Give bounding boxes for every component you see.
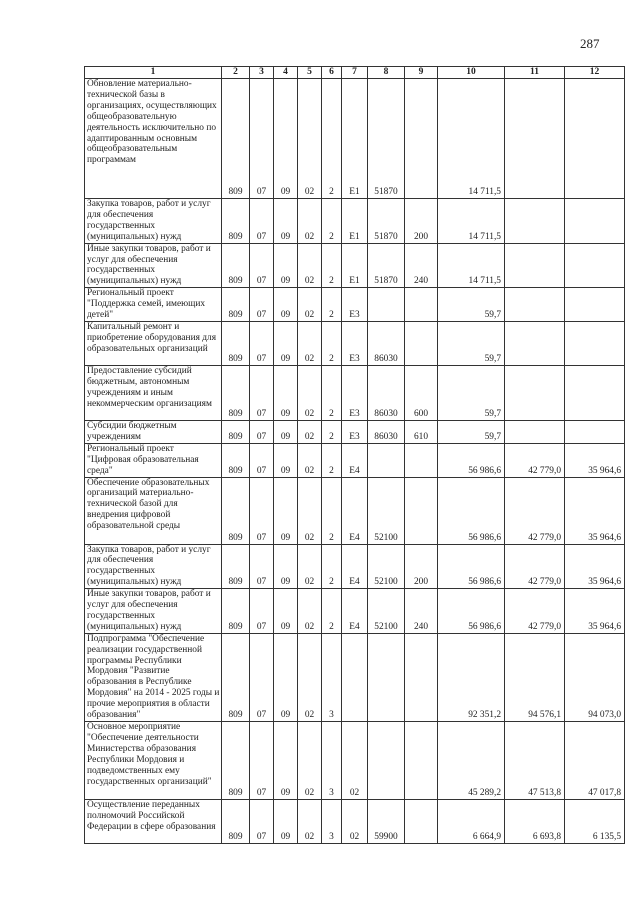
amount-col-11 — [505, 420, 565, 443]
activity-code: 02 — [342, 722, 368, 800]
row-name: Основное мероприятие "Обеспечение деятельности Министерства образования Республики Мордовия и подведомственных ему государственных организаций" — [85, 722, 222, 800]
col-header: 3 — [250, 67, 274, 79]
col-header: 11 — [505, 67, 565, 79]
row-name: Иные закупки товаров, работ и услуг для обеспечения государственных (муниципальных) нужд — [85, 589, 222, 634]
col-header: 6 — [322, 67, 342, 79]
admin-code: 809 — [222, 199, 250, 244]
direction-code: 86030 — [368, 365, 405, 420]
row-name: Предоставление субсидий бюджетным, автономным учреждениям и иным некоммерческим организациям — [85, 365, 222, 420]
subsection-code: 09 — [274, 288, 298, 322]
amount-col-11: 42 779,0 — [505, 443, 565, 477]
row-name: Иные закупки товаров, работ и услуг для обеспечения государственных (муниципальных) нужд — [85, 243, 222, 288]
table-row — [85, 800, 625, 844]
section-code: 07 — [250, 365, 274, 420]
row-name: Обеспечение образовательных организаций материально-технической базой для внедрения цифровой образовательной среды — [85, 477, 222, 544]
amount-col-12 — [565, 288, 625, 322]
section-code: 07 — [250, 199, 274, 244]
admin-code: 809 — [222, 79, 250, 199]
subprogram-code: 2 — [322, 420, 342, 443]
expense-type — [405, 79, 438, 199]
expense-type — [405, 800, 438, 844]
amount-col-10: 59,7 — [438, 321, 505, 365]
budget-table — [84, 66, 625, 844]
amount-col-10: 14 711,5 — [438, 243, 505, 288]
table-row — [85, 365, 625, 420]
col-header: 8 — [368, 67, 405, 79]
activity-code: E1 — [342, 243, 368, 288]
section-code: 07 — [250, 633, 274, 721]
amount-col-10: 6 664,9 — [438, 800, 505, 844]
program-code: 02 — [298, 722, 322, 800]
subsection-code: 09 — [274, 243, 298, 288]
amount-col-10: 59,7 — [438, 420, 505, 443]
subprogram-code: 2 — [322, 243, 342, 288]
table-row — [85, 321, 625, 365]
page-number: 287 — [580, 36, 600, 51]
table-row — [85, 443, 625, 477]
header-row — [85, 67, 625, 79]
expense-type — [405, 477, 438, 544]
amount-col-11: 47 513,8 — [505, 722, 565, 800]
amount-col-10: 14 711,5 — [438, 79, 505, 199]
amount-col-12 — [565, 199, 625, 244]
program-code: 02 — [298, 321, 322, 365]
amount-col-12: 35 964,6 — [565, 544, 625, 589]
col-header: 7 — [342, 67, 368, 79]
subsection-code: 09 — [274, 79, 298, 199]
subsection-code: 09 — [274, 477, 298, 544]
direction-code — [368, 633, 405, 721]
activity-code: E4 — [342, 544, 368, 589]
subprogram-code: 3 — [322, 722, 342, 800]
activity-code: E3 — [342, 365, 368, 420]
subprogram-code: 2 — [322, 321, 342, 365]
activity-code: E3 — [342, 321, 368, 365]
activity-code: 02 — [342, 800, 368, 844]
expense-type: 200 — [405, 544, 438, 589]
amount-col-10: 56 986,6 — [438, 544, 505, 589]
amount-col-11 — [505, 365, 565, 420]
admin-code: 809 — [222, 633, 250, 721]
col-header: 10 — [438, 67, 505, 79]
program-code: 02 — [298, 477, 322, 544]
expense-type: 240 — [405, 243, 438, 288]
amount-col-11: 42 779,0 — [505, 477, 565, 544]
section-code: 07 — [250, 288, 274, 322]
direction-code: 52100 — [368, 589, 405, 634]
amount-col-11 — [505, 321, 565, 365]
program-code: 02 — [298, 199, 322, 244]
expense-type — [405, 321, 438, 365]
subprogram-code: 3 — [322, 800, 342, 844]
expense-type — [405, 288, 438, 322]
program-code: 02 — [298, 365, 322, 420]
row-name: Закупка товаров, работ и услуг для обеспечения государственных (муниципальных) нужд — [85, 544, 222, 589]
section-code: 07 — [250, 477, 274, 544]
amount-col-12 — [565, 365, 625, 420]
program-code: 02 — [298, 544, 322, 589]
program-code: 02 — [298, 79, 322, 199]
amount-col-10: 56 986,6 — [438, 443, 505, 477]
direction-code: 52100 — [368, 544, 405, 589]
subprogram-code: 2 — [322, 544, 342, 589]
table-row — [85, 243, 625, 288]
section-code: 07 — [250, 544, 274, 589]
col-header: 2 — [222, 67, 250, 79]
section-code: 07 — [250, 79, 274, 199]
direction-code — [368, 288, 405, 322]
expense-type — [405, 633, 438, 721]
amount-col-11: 42 779,0 — [505, 589, 565, 634]
col-header: 5 — [298, 67, 322, 79]
table-row — [85, 722, 625, 800]
admin-code: 809 — [222, 477, 250, 544]
col-header: 4 — [274, 67, 298, 79]
admin-code: 809 — [222, 243, 250, 288]
section-code: 07 — [250, 800, 274, 844]
table-row — [85, 633, 625, 721]
row-name: Закупка товаров, работ и услуг для обеспечения государственных (муниципальных) нужд — [85, 199, 222, 244]
amount-col-10: 59,7 — [438, 365, 505, 420]
amount-col-11 — [505, 199, 565, 244]
admin-code: 809 — [222, 800, 250, 844]
admin-code: 809 — [222, 420, 250, 443]
expense-type — [405, 443, 438, 477]
direction-code: 51870 — [368, 79, 405, 199]
section-code: 07 — [250, 243, 274, 288]
subsection-code: 09 — [274, 589, 298, 634]
admin-code: 809 — [222, 288, 250, 322]
activity-code: E4 — [342, 589, 368, 634]
amount-col-12 — [565, 420, 625, 443]
amount-col-12 — [565, 321, 625, 365]
direction-code — [368, 443, 405, 477]
subprogram-code: 2 — [322, 288, 342, 322]
section-code: 07 — [250, 321, 274, 365]
subprogram-code: 3 — [322, 633, 342, 721]
admin-code: 809 — [222, 321, 250, 365]
subsection-code: 09 — [274, 365, 298, 420]
subsection-code: 09 — [274, 199, 298, 244]
subsection-code: 09 — [274, 544, 298, 589]
program-code: 02 — [298, 633, 322, 721]
amount-col-12: 47 017,8 — [565, 722, 625, 800]
table-row — [85, 288, 625, 322]
table-row — [85, 589, 625, 634]
subprogram-code: 2 — [322, 79, 342, 199]
row-name: Региональный проект "Поддержка семей, имеющих детей" — [85, 288, 222, 322]
amount-col-10: 56 986,6 — [438, 589, 505, 634]
activity-code: E4 — [342, 443, 368, 477]
row-name: Субсидии бюджетным учреждениям — [85, 420, 222, 443]
section-code: 07 — [250, 443, 274, 477]
program-code: 02 — [298, 420, 322, 443]
subprogram-code: 2 — [322, 199, 342, 244]
direction-code: 52100 — [368, 477, 405, 544]
amount-col-12: 35 964,6 — [565, 443, 625, 477]
program-code: 02 — [298, 443, 322, 477]
amount-col-10: 14 711,5 — [438, 199, 505, 244]
amount-col-11 — [505, 243, 565, 288]
expense-type: 600 — [405, 365, 438, 420]
col-header: 1 — [85, 67, 222, 79]
program-code: 02 — [298, 288, 322, 322]
row-name: Региональный проект "Цифровая образовательная среда" — [85, 443, 222, 477]
expense-type: 200 — [405, 199, 438, 244]
amount-col-11: 6 693,8 — [505, 800, 565, 844]
activity-code — [342, 633, 368, 721]
section-code: 07 — [250, 722, 274, 800]
activity-code: E1 — [342, 79, 368, 199]
table-row — [85, 544, 625, 589]
row-name: Капитальный ремонт и приобретение оборудования для образовательных организаций — [85, 321, 222, 365]
direction-code: 86030 — [368, 420, 405, 443]
program-code: 02 — [298, 589, 322, 634]
amount-col-11: 94 576,1 — [505, 633, 565, 721]
amount-col-12: 6 135,5 — [565, 800, 625, 844]
amount-col-11 — [505, 288, 565, 322]
row-name: Подпрограмма "Обеспечение реализации государственной программы Республики Мордовия "Развитие образования в Республике Мордовия" на 2014 - 2025 годы и прочие мероприятия в области образования" — [85, 633, 222, 721]
expense-type: 610 — [405, 420, 438, 443]
amount-col-10: 56 986,6 — [438, 477, 505, 544]
amount-col-12: 35 964,6 — [565, 589, 625, 634]
program-code: 02 — [298, 243, 322, 288]
col-header: 12 — [565, 67, 625, 79]
subsection-code: 09 — [274, 800, 298, 844]
program-code: 02 — [298, 800, 322, 844]
row-name: Осуществление переданных полномочий Российской Федерации в сфере образования — [85, 800, 222, 844]
admin-code: 809 — [222, 722, 250, 800]
activity-code: E1 — [342, 199, 368, 244]
subsection-code: 09 — [274, 722, 298, 800]
amount-col-12 — [565, 243, 625, 288]
table-row — [85, 420, 625, 443]
amount-col-11: 42 779,0 — [505, 544, 565, 589]
subsection-code: 09 — [274, 420, 298, 443]
table-row — [85, 199, 625, 244]
admin-code: 809 — [222, 365, 250, 420]
direction-code: 86030 — [368, 321, 405, 365]
table-row — [85, 79, 625, 199]
amount-col-12: 94 073,0 — [565, 633, 625, 721]
amount-col-10: 45 289,2 — [438, 722, 505, 800]
activity-code: E3 — [342, 420, 368, 443]
subprogram-code: 2 — [322, 477, 342, 544]
amount-col-11 — [505, 79, 565, 199]
expense-type — [405, 722, 438, 800]
amount-col-12 — [565, 79, 625, 199]
admin-code: 809 — [222, 589, 250, 634]
row-name: Обновление материально-технической базы в организациях, осуществляющих общеобразовательную деятельность исключительно по адаптированным основным общеобразовательным программам — [85, 79, 222, 199]
table-row — [85, 477, 625, 544]
subsection-code: 09 — [274, 321, 298, 365]
amount-col-10: 59,7 — [438, 288, 505, 322]
direction-code: 51870 — [368, 199, 405, 244]
admin-code: 809 — [222, 544, 250, 589]
activity-code: E4 — [342, 477, 368, 544]
activity-code: E3 — [342, 288, 368, 322]
subsection-code: 09 — [274, 633, 298, 721]
section-code: 07 — [250, 589, 274, 634]
direction-code: 51870 — [368, 243, 405, 288]
section-code: 07 — [250, 420, 274, 443]
col-header: 9 — [405, 67, 438, 79]
subsection-code: 09 — [274, 443, 298, 477]
subprogram-code: 2 — [322, 589, 342, 634]
direction-code: 59900 — [368, 800, 405, 844]
subprogram-code: 2 — [322, 365, 342, 420]
direction-code — [368, 722, 405, 800]
admin-code: 809 — [222, 443, 250, 477]
subprogram-code: 2 — [322, 443, 342, 477]
amount-col-12: 35 964,6 — [565, 477, 625, 544]
amount-col-10: 92 351,2 — [438, 633, 505, 721]
expense-type: 240 — [405, 589, 438, 634]
